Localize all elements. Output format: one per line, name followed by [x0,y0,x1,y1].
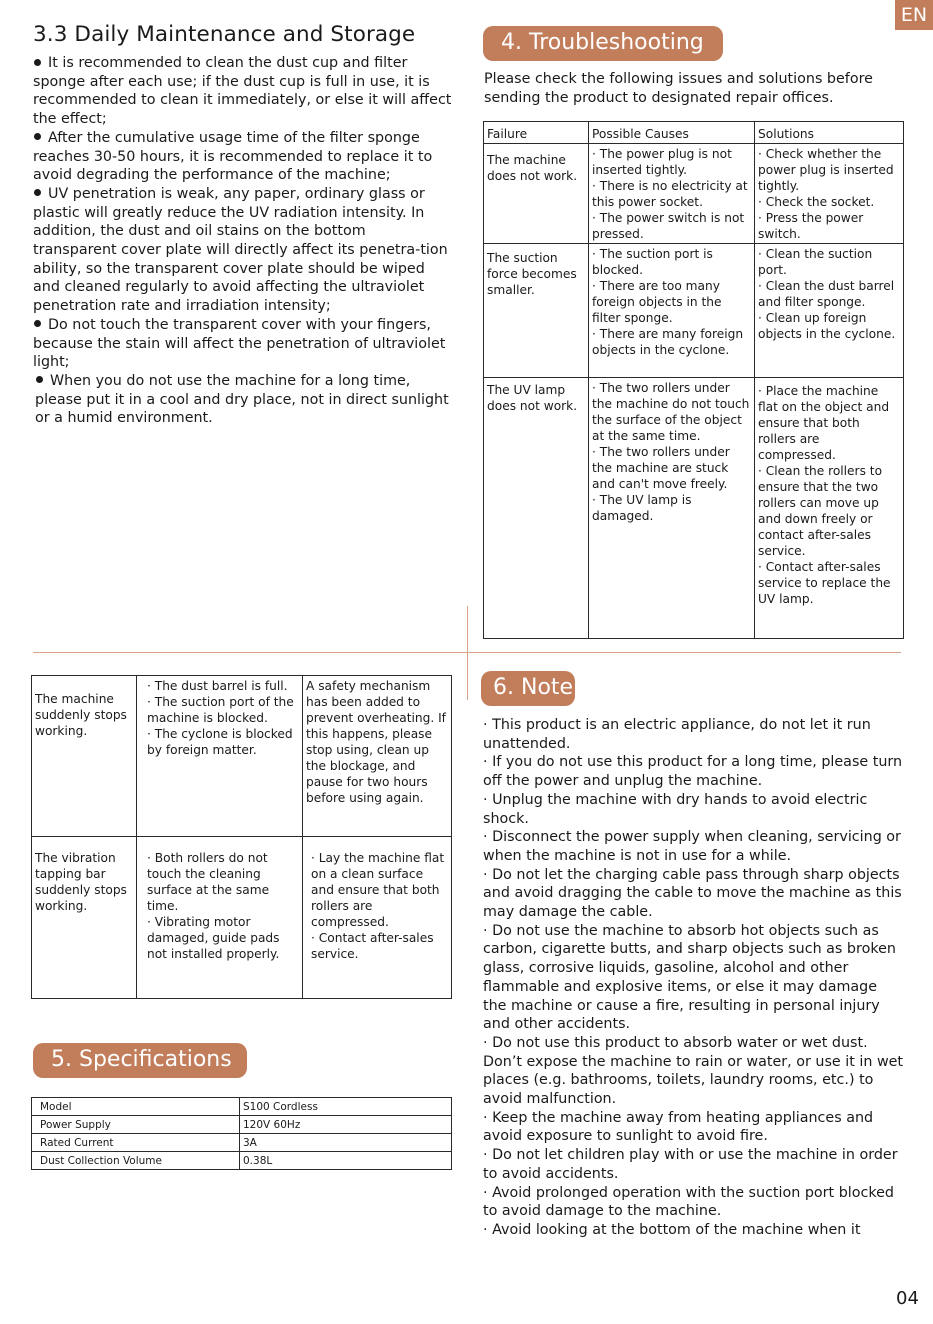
spec-row [32,1116,452,1134]
header-failure: Failure [484,122,589,144]
note-text [483,716,905,1240]
note-item: · Keep the machine away from heating appliances and avoid exposure to sunlight to avoid fire. [483,1109,874,1145]
bullet-dot-icon [36,376,43,383]
spec-label: Dust Collection Volume [32,1152,240,1170]
note-item: · Do not use this product to absorb water or wet dust. Don’t expose the machine to rain or water, or use it in wet places (e.g. bathrooms, toilets, laundry rooms, etc.) to avoid malfunction. [483,1034,904,1108]
note-item: · Avoid prolonged operation with the suction port blocked to avoid damage to the machine. [483,1184,895,1220]
page-number: 04 [896,1288,919,1309]
spec-label: Rated Current [32,1134,240,1152]
note-title: 6. Note [481,671,575,706]
spec-value: 120V 60Hz [240,1116,452,1134]
failure-cell: The vibration tapping bar suddenly stops working. [32,837,137,999]
spec-value: 0.38L [240,1152,452,1170]
solutions-cell: · Place the machine flat on the object and ensure that both rollers are compressed. · Clean the rollers to ensure that the two rollers can move up and down freely or contact after-sales service. · Contact after-sales service to replace the UV lamp. [755,378,904,639]
troubleshooting-table [483,121,904,639]
maintenance-bullet: After the cumulative usage time of the filter sponge reaches 30-50 hours, it is recommended to replace it to avoid degrading the performance of the machine; [33,129,433,184]
table-row [32,837,452,999]
troubleshooting-intro: Please check the following issues and solutions before sending the product to designated repair offices. [484,71,873,106]
bullet-dot-icon [34,189,41,196]
note-item: · Do not use the machine to absorb hot objects such as carbon, cigarette butts, and sharp objects such as broken glass, corrosive liquids, gasoline, alcohol and other flammable and explosive items, or else it may damage the machine or cause a fire, resulting in personal injury and other accidents. [483,922,896,1033]
solutions-cell: · Lay the machine flat on a clean surface and ensure that both rollers are compressed. · Contact after-sales service. [303,837,452,999]
causes-cell: · The power plug is not inserted tightly. · There is no electricity at this power socket. · The power switch is not pressed. [589,144,755,244]
maintenance-title: 3.3 Daily Maintenance and Storage [33,22,416,47]
spec-value: S100 Cordless [240,1098,452,1116]
table-row [32,676,452,837]
note-item: · If you do not use this product for a long time, please turn off the power and unplug the machine. [483,754,903,790]
spec-row [32,1152,452,1170]
spec-label: Power Supply [32,1116,240,1134]
note-item: · Unplug the machine with dry hands to avoid electric shock. [483,791,868,827]
spec-label: Model [32,1098,240,1116]
bullet-dot-icon [34,320,41,327]
bullet-dot-icon [34,133,41,140]
causes-cell: · The two rollers under the machine do not touch the surface of the object at the same time. · The two rollers under the machine are stuck and can't move freely. · The UV lamp is damaged. [589,378,755,639]
solutions-cell: A safety mechanism has been added to prevent overheating. If this happens, please stop using, clean up the blockage, and pause for two hours before using again. [303,676,452,837]
note-item: · Do not let children play with or use the machine in order to avoid accidents. [483,1147,898,1182]
table-header-row [484,122,904,144]
maintenance-bullet: It is recommended to clean the dust cup and filter sponge after each use; if the dust cup is full in use, it is recommended to clean it immediately, or else it will affect the effect; [33,55,452,128]
language-badge: EN [895,0,933,30]
solutions-cell: · Clean the suction port. · Clean the dust barrel and filter sponge. · Clean up foreign objects in the cyclone. [755,244,904,378]
note-item: · Avoid looking at the bottom of the machine when it [483,1221,861,1238]
troubleshooting-table-continued [31,675,452,999]
spec-row [32,1134,452,1152]
table-row [484,244,904,378]
failure-cell: The machine does not work. [484,144,589,244]
failure-cell: The machine suddenly stops working. [32,676,137,837]
maintenance-bullet: Do not touch the transparent cover with your fingers, because the stain will affect the penetration of ultraviolet light; [33,316,446,371]
note-item: · Disconnect the power supply when cleaning, servicing or when the machine is not in use for a while. [483,829,901,864]
spec-value: 3A [240,1134,452,1152]
solutions-cell: · Check whether the power plug is inserted tightly. · Check the socket. · Press the power switch. [755,144,904,244]
causes-cell: · The dust barrel is full. · The suction port of the machine is blocked. · The cyclone is blocked by foreign matter. [137,676,303,837]
maintenance-bullet: When you do not use the machine for a long time, please put it in a cool and dry place, not in direct sunlight or a humid environment. [35,372,449,427]
failure-cell: The suction force becomes smaller. [484,244,589,378]
maintenance-bullet: UV penetration is weak, any paper, ordinary glass or plastic will greatly reduce the UV radiation intensity. In addition, the dust and oil stains on the bottom transparent cover plate will directly affect its penetra-tion ability, so the transparent cover plate should be wiped and cleaned regularly to avoid affecting the ultraviolet penetration rate and irradiation intensity; [33,185,448,315]
causes-cell: · Both rollers do not touch the cleaning surface at the same time. · Vibrating motor damaged, guide pads not installed properly. [137,837,303,999]
specifications-table [31,1097,452,1170]
note-item: · Do not let the charging cable pass through sharp objects and avoid dragging the cable to move the machine as this may damage the cable. [483,866,902,921]
spec-row [32,1098,452,1116]
maintenance-text [33,54,453,428]
causes-cell: · The suction port is blocked. · There are too many foreign objects in the filter sponge. · There are many foreign objects in the cyclone. [589,244,755,378]
note-item: · This product is an electric appliance, do not let it run unattended. [483,717,871,752]
header-causes: Possible Causes [589,122,755,144]
specifications-title: 5. Specifications [33,1043,247,1078]
troubleshooting-title: 4. Troubleshooting [483,26,723,61]
failure-cell: The UV lamp does not work. [484,378,589,639]
header-solutions: Solutions [755,122,904,144]
table-row [484,378,904,639]
vertical-divider [467,606,468,700]
table-row [484,144,904,244]
bullet-dot-icon [34,59,41,66]
